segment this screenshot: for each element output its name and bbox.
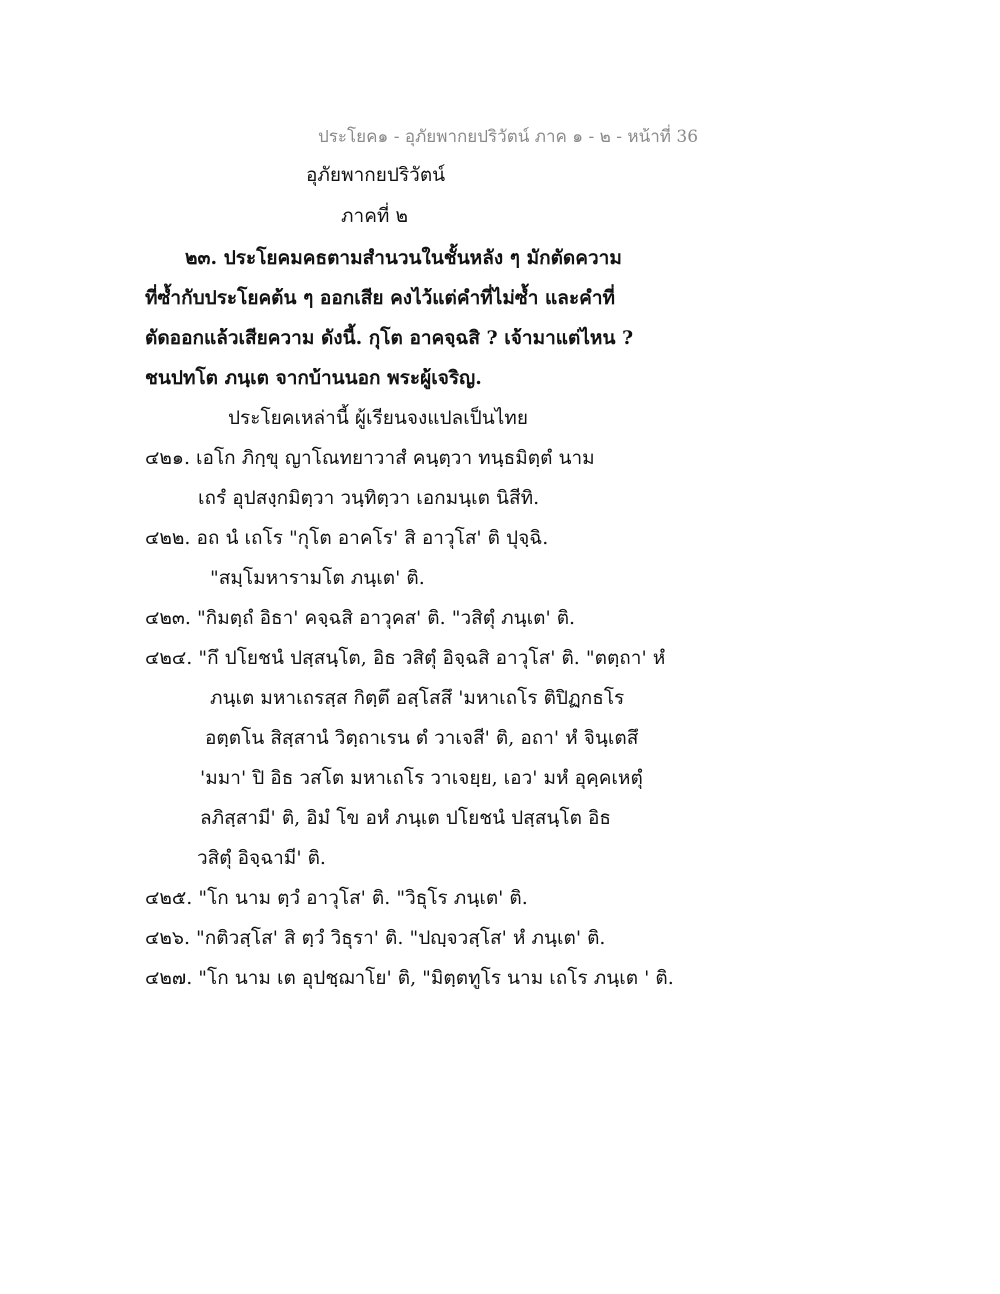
exercise-424-line-5: ลภิสฺสามี' ติ, อิมํ โข อหํ ภนฺเต ปโยชนํ ปสฺสนฺโต อิธ [200,807,611,829]
section-paragraph-line-1: ๒๓. ประโยคมคธตามสำนวนในชั้นหลัง ๆ มักตัดความ [185,247,622,269]
document-title: อุภัยพากยปริวัตน์ [306,164,446,186]
exercise-426: ๔๒๖. "กติวสฺโส' สิ ตฺวํ วิธุรา' ติ. "ปญฺจวสฺโส' หํ ภนฺเต' ติ. [145,927,606,949]
exercise-424-line-6: วสิตุํ อิจฺฉามี' ติ. [197,847,326,869]
exercise-425: ๔๒๕. "โก นาม ตฺวํ อาวุโส' ติ. "วิธุโร ภนฺเต' ติ. [145,887,528,909]
instruction-text: ประโยคเหล่านี้ ผู้เรียนจงแปลเป็นไทย [228,407,528,429]
section-paragraph-line-4: ชนปทโต ภนฺเต จากบ้านนอก พระผู้เจริญ. [145,367,482,389]
exercise-422-line-1: ๔๒๒. อถ นํ เถโร "กุโต อาคโร' สิ อาวุโส' ติ ปุจฺฉิ. [145,527,549,549]
exercise-421-line-1: ๔๒๑. เอโก ภิกฺขุ ญาโณทยาวาสํ คนฺตฺวา ทนฺธมิตฺตํ นาม [145,447,595,469]
exercise-422-line-2: "สมฺโมหารามโต ภนฺเต' ติ. [210,567,425,589]
exercise-424-line-4: 'มมา' ปิ อิธ วสโต มหาเถโร วาเจยฺย, เอว' มหํ อุคฺคเหตุํ [200,767,643,789]
page-header: ประโยค๑ - อุภัยพากยปริวัตน์ ภาค ๑ - ๒ - หน้าที่ 36 [318,127,699,147]
document-subtitle: ภาคที่ ๒ [341,205,408,227]
exercise-421-line-2: เถรํ อุปสงฺกมิตฺวา วนฺทิตฺวา เอกมนฺเต นิสีทิ. [198,487,540,509]
exercise-424-line-2: ภนฺเต มหาเถรสฺส กิตฺตึ อสฺโสสึ 'มหาเถโร ติปิฏกธโร [210,687,625,709]
exercise-427: ๔๒๗. "โก นาม เต อุปชฺฌาโย' ติ, "มิตฺตทูโร นาม เถโร ภนฺเต ' ติ. [145,967,674,989]
section-paragraph-line-2: ที่ซ้ำกับประโยคต้น ๆ ออกเสีย คงไว้แต่คำที่ไม่ซ้ำ และคำที่ [145,287,616,309]
exercise-423: ๔๒๓. "กิมตฺถํ อิธา' คจฺฉสิ อาวุคส' ติ. "วสิตุํ ภนฺเต' ติ. [145,607,576,629]
exercise-424-line-1: ๔๒๔. "กึ ปโยชนํ ปสฺสนฺโต, อิธ วสิตุํ อิจฺฉสิ อาวุโส' ติ. "ตตฺถา' หํ [145,647,666,669]
section-paragraph-line-3: ตัดออกแล้วเสียความ ดังนี้. กุโต อาคจฺฉสิ ? เจ้ามาแต่ไหน ? [145,327,634,349]
exercise-424-line-3: อตฺตโน สิสฺสานํ วิตฺถาเรน ตํ วาเจสี' ติ, อถา' หํ จินฺเตสึ [205,727,639,749]
